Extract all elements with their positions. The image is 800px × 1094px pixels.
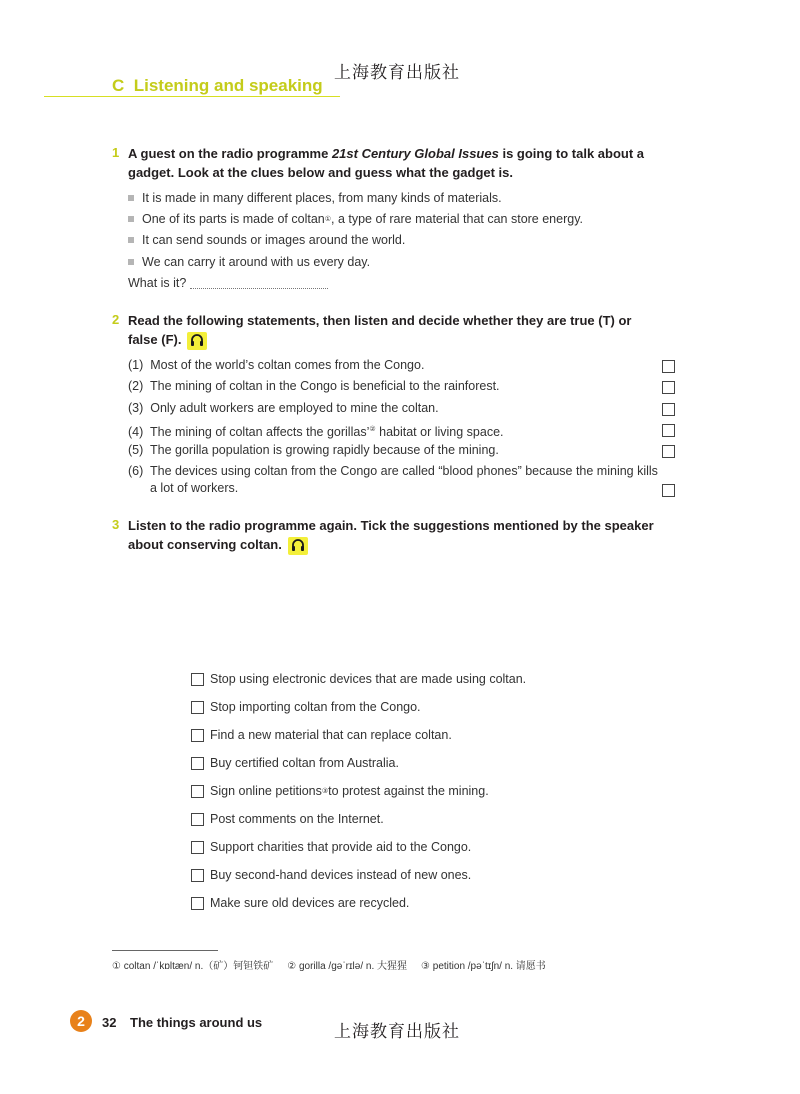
checkbox-icon[interactable]: [191, 673, 204, 686]
statement-text: The devices using coltan from the Congo are called “blood phones” because the mining kills a lot of workers.: [150, 464, 658, 495]
clue-text: It can send sounds or images around the world.: [142, 233, 406, 247]
suggestion-item[interactable]: [191, 812, 384, 826]
statement-text-tail: habitat or living space.: [375, 425, 504, 440]
checkbox-icon[interactable]: [191, 869, 204, 882]
footnote-marker: ②: [369, 426, 376, 433]
clue-text: We can carry it around with us every day.: [142, 255, 371, 269]
q1-text-b: is going to talk about a gadget. Look at the clues below and guess what the gadget is.: [128, 146, 645, 180]
q3-number: 3: [112, 517, 120, 532]
q1-text-a: A guest on the radio programme: [128, 146, 332, 161]
statement-number: (1): [128, 358, 144, 372]
q2-text: Read the following statements, then listen and decide whether they are true (T) or false (F).: [128, 313, 632, 347]
statement-item: [128, 463, 658, 497]
tf-checkbox[interactable]: [662, 484, 675, 497]
q3-instruction: [128, 516, 663, 555]
checkbox-icon[interactable]: [191, 841, 204, 854]
checkbox-icon[interactable]: [191, 729, 204, 742]
suggestion-item[interactable]: [191, 672, 526, 686]
suggestion-item[interactable]: [191, 896, 409, 910]
suggestion-text: Stop using electronic devices that are made using coltan.: [210, 672, 527, 686]
q1-answer-prompt: [128, 276, 328, 290]
statement-text: Most of the world’s coltan comes from the Congo.: [150, 358, 425, 372]
clue-text-tail: , a type of rare material that can store energy.: [331, 212, 583, 226]
footnote-marker: ①: [324, 216, 332, 223]
headphones-icon[interactable]: [187, 332, 207, 350]
q3-text: Listen to the radio programme again. Tick the suggestions mentioned by the speaker about conserving coltan.: [128, 518, 654, 552]
chapter-badge: 2: [70, 1010, 92, 1032]
q2-instruction: [128, 311, 658, 350]
statement-item: [128, 442, 658, 459]
clue-item: [128, 255, 370, 269]
publisher-watermark-top: 上海教育出版社: [334, 63, 460, 83]
suggestion-text: Stop importing coltan from the Congo.: [210, 700, 421, 714]
footnote-petition: ③ petition /pəˈtɪʃn/ n. 请愿书: [421, 961, 546, 972]
checkbox-icon[interactable]: [191, 701, 204, 714]
tf-checkbox[interactable]: [662, 403, 675, 416]
suggestion-text: Sign online petitions: [210, 784, 322, 798]
headphones-icon[interactable]: [288, 537, 308, 555]
suggestion-text: Buy certified coltan from Australia.: [210, 756, 399, 770]
bullet-square-icon: [128, 237, 134, 243]
page-number: 32: [102, 1015, 117, 1030]
statement-text: The gorilla population is growing rapidly because of the mining.: [150, 443, 499, 457]
q1-instruction: [128, 144, 658, 182]
clue-item: [128, 233, 405, 247]
suggestion-item[interactable]: [191, 868, 471, 882]
suggestion-text-tail: to protest against the mining.: [328, 784, 489, 798]
footnote-gorilla: ② gorilla /ɡəˈrɪlə/ n. 大猩猩: [287, 961, 408, 972]
suggestion-item[interactable]: [191, 784, 489, 798]
answer-blank-line[interactable]: [190, 278, 328, 289]
bullet-square-icon: [128, 216, 134, 222]
footnotes: [112, 957, 546, 972]
suggestion-text: Make sure old devices are recycled.: [210, 896, 410, 910]
publisher-watermark-bottom: 上海教育出版社: [334, 1022, 460, 1042]
footnote-marker: ③: [321, 788, 329, 795]
checkbox-icon[interactable]: [191, 813, 204, 826]
statement-text: The mining of coltan affects the gorillas’: [150, 425, 370, 440]
q1-prompt-text: What is it?: [128, 276, 187, 290]
checkbox-icon[interactable]: [191, 897, 204, 910]
tf-checkbox[interactable]: [662, 381, 675, 394]
section-title: [112, 76, 323, 96]
statement-text: Only adult workers are employed to mine the coltan.: [150, 401, 439, 415]
section-underline: [44, 96, 340, 97]
q2-number: 2: [112, 312, 120, 327]
checkbox-icon[interactable]: [191, 757, 204, 770]
section-letter: C: [112, 76, 125, 95]
statement-text: The mining of coltan in the Congo is beneficial to the rainforest.: [150, 379, 500, 393]
suggestion-text: Find a new material that can replace coltan.: [210, 728, 452, 742]
section-title-text: Listening and speaking: [133, 76, 323, 95]
statement-item: [128, 400, 658, 417]
footnote-divider: [112, 950, 218, 951]
statement-item: [128, 421, 658, 441]
statement-number: (3): [128, 401, 144, 415]
tf-checkbox[interactable]: [662, 424, 675, 437]
bullet-square-icon: [128, 259, 134, 265]
unit-title: The things around us: [130, 1015, 263, 1030]
statement-item: [128, 357, 658, 374]
clue-item: [128, 212, 583, 226]
suggestion-text: Buy second-hand devices instead of new ones.: [210, 868, 472, 882]
statement-item: [128, 378, 658, 395]
tf-checkbox[interactable]: [662, 360, 675, 373]
statement-number: (4): [128, 425, 144, 440]
suggestion-text: Post comments on the Internet.: [210, 812, 384, 826]
tf-checkbox[interactable]: [662, 445, 675, 458]
statement-number: (2): [128, 379, 144, 393]
suggestion-item[interactable]: [191, 840, 471, 854]
bullet-square-icon: [128, 195, 134, 201]
q1-programme-name: 21st Century Global Issues: [331, 146, 499, 161]
statement-number: (5): [128, 443, 144, 457]
suggestion-text: Support charities that provide aid to the Congo.: [210, 840, 472, 854]
clue-text: One of its parts is made of coltan: [142, 212, 325, 226]
clue-text: It is made in many different places, from many kinds of materials.: [142, 191, 502, 205]
checkbox-icon[interactable]: [191, 785, 204, 798]
suggestion-item[interactable]: [191, 728, 452, 742]
q1-number: 1: [112, 145, 120, 160]
footnote-coltan: ① coltan /ˈkɒltæn/ n.（矿）钶钽铁矿: [112, 961, 274, 972]
statement-number: (6): [128, 464, 144, 478]
clue-item: [128, 191, 502, 205]
suggestion-item[interactable]: [191, 700, 421, 714]
suggestion-item[interactable]: [191, 756, 399, 770]
